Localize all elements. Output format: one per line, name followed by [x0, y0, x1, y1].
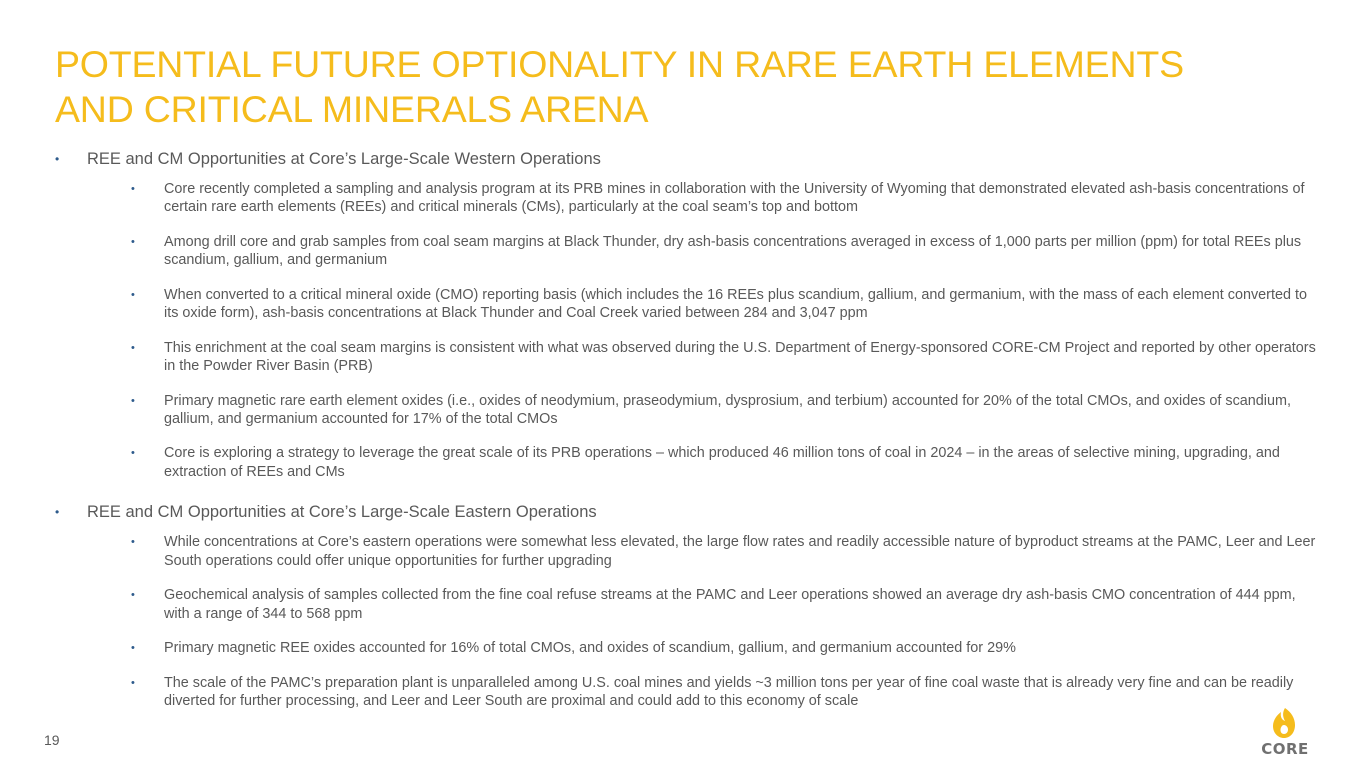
logo-wordmark: CORE — [1261, 740, 1309, 758]
list-item — [0, 180, 1365, 217]
bullet-icon: • — [131, 394, 135, 407]
bullet-list-western — [0, 180, 1365, 481]
title-line-1: POTENTIAL FUTURE OPTIONALITY IN RARE EARTH ELEMENTS — [55, 43, 1184, 85]
bullet-icon: • — [131, 447, 135, 460]
bullet-icon: • — [55, 505, 60, 520]
list-item — [0, 674, 1365, 711]
list-item-text: Among drill core and grab samples from coal seam margins at Black Thunder, dry ash-basis concentrations averaged in excess of 1,000 parts per million (ppm) for total REEs plus scandium, gallium, and germanium — [164, 233, 1302, 269]
list-item — [0, 286, 1365, 323]
list-item — [0, 339, 1365, 376]
page-number: 19 — [44, 732, 60, 748]
list-item — [0, 444, 1365, 481]
list-item — [0, 639, 1365, 657]
bullet-icon: • — [131, 536, 135, 549]
slide-content — [0, 148, 1365, 727]
list-item-text: Primary magnetic rare earth element oxides (i.e., oxides of neodymium, praseodymium, dysprosium, and terbium) accounted for 20% of the total CMOs, and oxides of scandium, gallium, and germanium accounted for 17% of the total CMOs — [164, 392, 1291, 427]
bullet-list-eastern — [0, 533, 1365, 710]
core-flame-logo-icon — [1255, 706, 1315, 740]
list-item-text: While concentrations at Core’s eastern operations were somewhat less elevated, the large flow rates and readily accessible nature of byproduct streams at the PAMC, Leer and Leer South operations could offer unique opportunities for further upgrading — [164, 534, 1316, 569]
list-item-text: When converted to a critical mineral oxide (CMO) reporting basis (which includes the 16 REEs plus scandium, gallium, and germanium, with the mass of each element converted to its oxide form), ash-basis concentrations at Black Thunder and Coal Creek varied between 284 and 3,047 ppm — [164, 286, 1307, 322]
section-heading-text: REE and CM Opportunities at Core’s Large-Scale Western Operations — [87, 150, 601, 168]
core-logo — [1255, 706, 1315, 758]
slide-title — [55, 42, 1205, 132]
title-line-2: AND CRITICAL MINERALS ARENA — [55, 88, 649, 130]
section-heading-eastern — [0, 501, 1365, 523]
bullet-icon: • — [131, 183, 135, 195]
list-item-text: This enrichment at the coal seam margins is consistent with what was observed during the U.S. Department of Energy-sponsored CORE-CM Project and reported by other operators in the Powder River Basin (PRB) — [164, 339, 1316, 374]
list-item — [0, 392, 1365, 429]
list-item-text: Primary magnetic REE oxides accounted for 16% of total CMOs, and oxides of scandium, gallium, and germanium accounted for 29% — [164, 640, 1016, 657]
section-heading-western — [0, 148, 1365, 170]
bullet-icon: • — [131, 676, 135, 689]
bullet-icon: • — [131, 642, 135, 655]
bullet-icon: • — [131, 288, 135, 301]
bullet-icon: • — [131, 341, 135, 354]
list-item-text: Geochemical analysis of samples collected from the fine coal refuse streams at the PAMC and Leer operations showed an average dry ash-basis CMO concentration of 444 ppm, with a range of 344 to 568 ppm — [164, 587, 1296, 622]
list-item-text: The scale of the PAMC’s preparation plant is unparalleled among U.S. coal mines and yields ~3 million tons per year of fine coal waste that is already very fine and can be readily diverted for further processing, and Leer and Leer South are proximal and could add to this economy of scale — [164, 674, 1294, 710]
section-heading-text: REE and CM Opportunities at Core’s Large-Scale Eastern Operations — [87, 503, 597, 522]
bullet-icon: • — [131, 235, 135, 248]
bullet-icon: • — [131, 589, 135, 602]
list-item — [0, 586, 1365, 623]
list-item-text: Core recently completed a sampling and analysis program at its PRB mines in collaboration with the University of Wyoming that demonstrated elevated ash-basis concentrations of certain rare earth elements (REEs) and critical minerals (CMs), particularly at the coal seam’s top and bottom — [164, 181, 1305, 216]
list-item — [0, 533, 1365, 570]
list-item-text: Core is exploring a strategy to leverage the great scale of its PRB operations – which produced 46 million tons of coal in 2024 – in the areas of selective mining, upgrading, and extraction of REEs and CMs — [164, 445, 1280, 480]
bullet-icon: • — [55, 152, 60, 166]
list-item — [0, 233, 1365, 270]
